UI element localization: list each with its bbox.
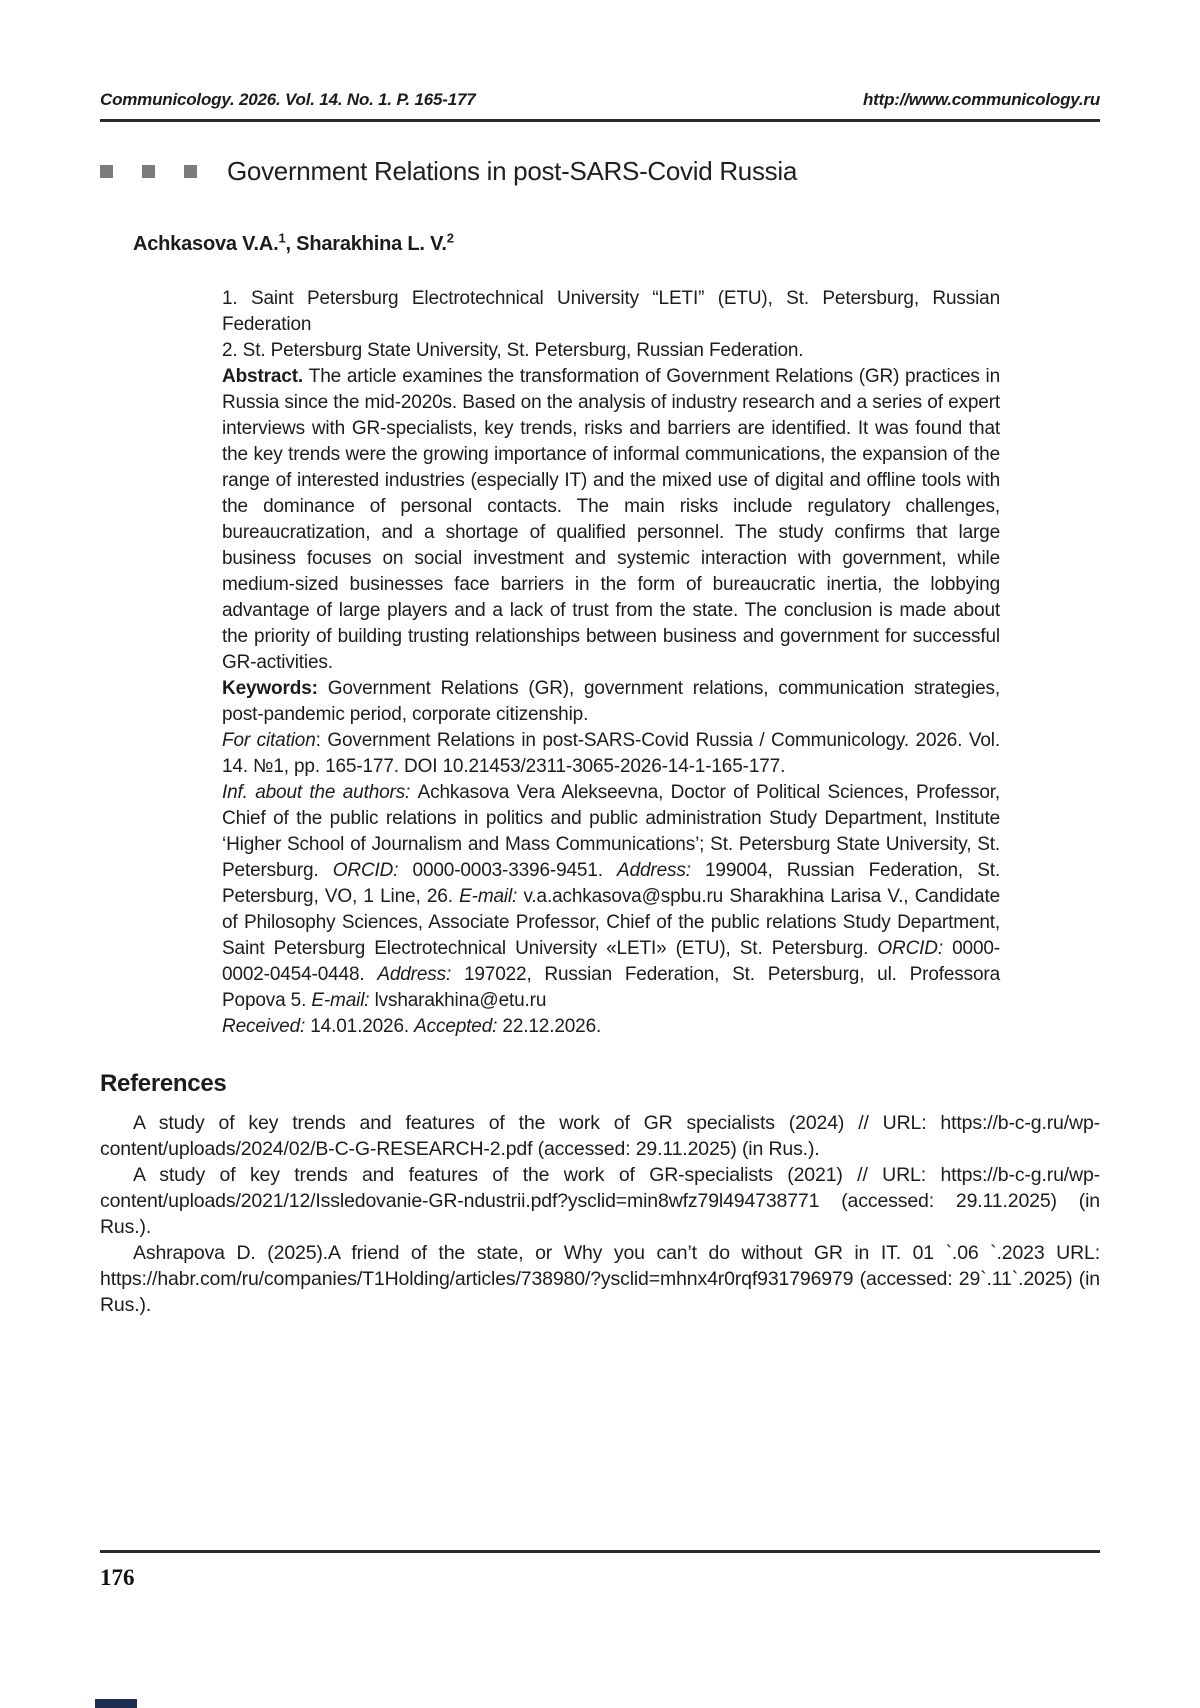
running-head-journal-ref: Communicology. 2026. Vol. 14. No. 1. P. 165-177 <box>100 90 476 109</box>
references-list <box>100 1110 1100 1318</box>
citation-paragraph: For citation: Government Relations in post-SARS-Covid Russia / Communicology. 2026. Vol. 14. №1, pp. 165-177. DOI 10.21453/2311-3065-2026-14-1-165-177. <box>222 730 1001 777</box>
page-edge-artifact <box>95 1699 137 1708</box>
title-marker-squares <box>100 165 197 178</box>
square-icon <box>142 165 155 178</box>
page-number: 176 <box>100 1565 135 1590</box>
references-heading: References <box>100 1070 227 1097</box>
article-title: Government Relations in post-SARS-Covid Russia <box>227 156 797 186</box>
running-head-site-url: http://www.communicology.ru <box>863 90 1100 109</box>
keywords-paragraph: Keywords: Government Relations (GR), government relations, communication strategies, post-pandemic period, corporate citizenship. <box>222 678 1000 725</box>
square-icon <box>100 165 113 178</box>
square-icon <box>184 165 197 178</box>
affiliation-item: 1. Saint Petersburg Electrotechnical University “LETI” (ETU), St. Petersburg, Russian Federation <box>222 288 1000 335</box>
page-footer <box>100 1550 1100 1591</box>
abstract-paragraph: Abstract. The article examines the transformation of Government Relations (GR) practices in Russia since the mid-2020s. Based on the analysis of industry research and a series of expert interviews with GR-specialists, key trends, risks and barriers are identified. It was found that the key trends were the growing importance of informal communications, the expansion of the range of interested industries (especially IT) and the mixed use of digital and offline tools with the dominance of personal contacts. The main risks include regulatory challenges, bureaucratization, and a shortage of qualified personnel. The study confirms that large business focuses on social investment and systemic interaction with government, while medium-sized businesses face barriers in the form of bureaucratic inertia, the lobbying advantage of large players and a lack of trust from the state. The conclusion is made about the priority of building trusting relationships between business and government for successful GR-activities. <box>222 366 1000 673</box>
affiliation-item: 2. St. Petersburg State University, St. Petersburg, Russian Federation. <box>222 340 804 361</box>
title-row <box>100 156 1100 187</box>
reference-item: A study of key trends and features of the work of GR-specialists (2021) // URL: https://b-c-g.ru/wp-content/uploads/2021/12/Issledovanie-GR-ndustrii.pdf?ysclid=min8wfz79l494738771 (accessed: 29.11.2025) (in Rus.). <box>100 1164 1100 1238</box>
affiliations <box>222 286 1000 364</box>
reference-item: A study of key trends and features of the work of GR specialists (2024) // URL: https://b-c-g.ru/wp-content/uploads/2024/02/B-C-G-RESEARCH-2.pdf (accessed: 29.11.2025) (in Rus.). <box>100 1112 1100 1160</box>
authors-info-paragraph: Inf. about the authors: Achkasova Vera Alekseevna, Doctor of Political Sciences, Professor, Chief of the public relations in politics and public administration Study Department, Institute ‘Higher School of Journalism and Mass Communications’; St. Petersburg State University, St. Petersburg. ORCID: 0000-0003-3396-9451. Address: 199004, Russian Federation, St. Petersburg, VO, 1 Line, 26. E-mail: v.a.achkasova@spbu.ru Sharakhina Larisa V., Candidate of Philosophy Sciences, Associate Professor, Chief of the public relations Study Department, Saint Petersburg Electrotechnical University «LETI» (ETU), St. Petersburg. ORCID: 0000-0002-0454-0448. Address: 197022, Russian Federation, St. Petersburg, ul. Professora Popova 5. E-mail: lvsharakhina@etu.ru <box>222 782 1001 1011</box>
received-accepted-line: Received: 14.01.2026. Accepted: 22.12.2026. <box>222 1016 602 1037</box>
article-body-column <box>222 286 1000 1040</box>
authors-line: Achkasova V.A.$^1$, Sharakhina L. V.$^2$ <box>133 230 454 255</box>
running-head <box>100 90 1100 122</box>
reference-item: Ashrapova D. (2025).A friend of the state, or Why you can’t do without GR in IT. 01 `.06 `.2023 URL: https://habr.com/ru/companies/T1Holding/articles/738980/?ysclid=mhnx4r0rqf931796979 (accessed: 29`.11`.2025) (in Rus.). <box>100 1242 1100 1316</box>
